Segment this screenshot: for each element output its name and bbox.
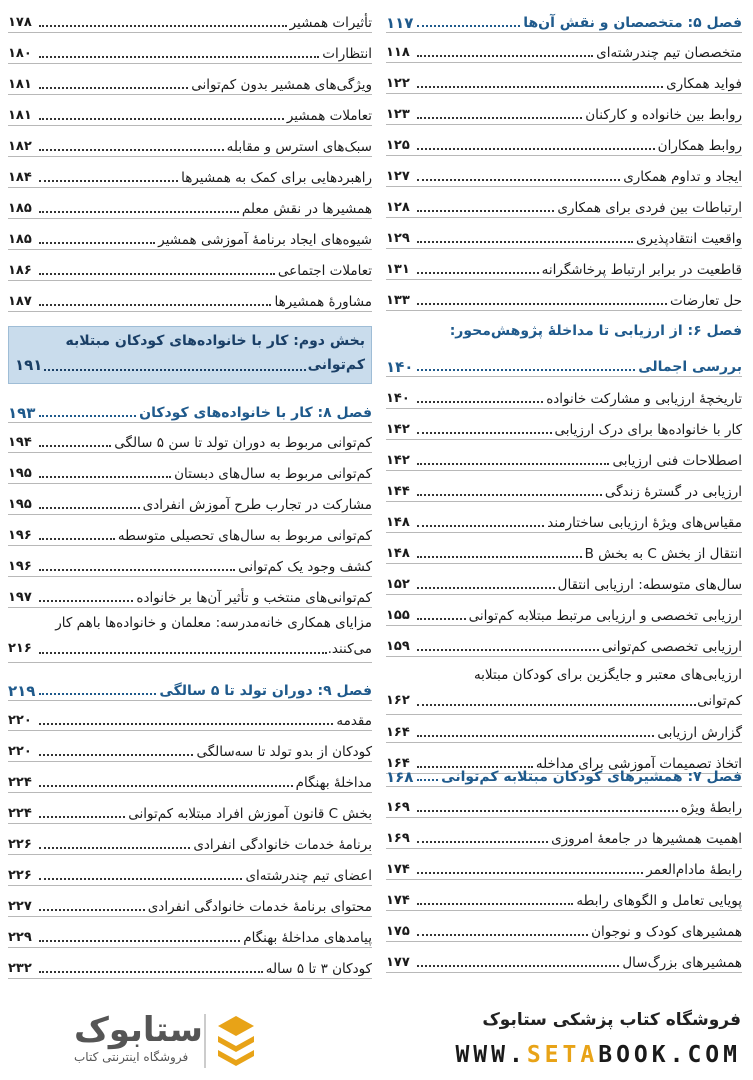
toc-entry — [8, 223, 372, 250]
entry-title: کم‌توانی مربوط به سال‌های تحصیلی متوسطه — [117, 528, 372, 544]
entry-title: کودکان ۳ تا ۵ ساله — [265, 961, 372, 977]
entry-title: ارزیابی تخصصی کم‌توانی — [601, 639, 742, 655]
entry-title: اهمیت همشیرها در جامعهٔ امروزی — [551, 831, 742, 847]
toc-entry-wrapped — [386, 662, 742, 715]
entry-title: محتوای برنامهٔ خدمات خانوادگی انفرادی — [147, 899, 372, 915]
toc-entry — [8, 192, 372, 219]
chapter-5-heading — [386, 6, 742, 33]
entry-page: ۲۲۹ — [8, 930, 32, 945]
entry-page: ۱۲۵ — [386, 138, 410, 153]
entry-page: ۱۳۳ — [386, 293, 410, 308]
entry-page: ۱۸۱ — [8, 77, 32, 92]
entry-title: پویایی تعامل و الگوهای رابطه — [576, 893, 742, 909]
entry-page: ۱۸۵ — [8, 201, 32, 216]
store-footer — [0, 998, 753, 1080]
entry-title: ویژگی‌های همشیر بدون کم‌توانی — [191, 77, 372, 93]
toc-entry — [386, 853, 742, 880]
entry-title: کار با خانواده‌ها برای درک ارزیابی — [554, 422, 742, 438]
entry-page: ۱۲۷ — [386, 169, 410, 184]
entry-title: روابط همکاران — [657, 138, 742, 154]
chapter-page: ۲۱۹ — [8, 682, 36, 700]
entry-title: تأثیرات همشیر — [289, 15, 372, 31]
entry-title: تعاملات اجتماعی — [277, 263, 372, 279]
toc-entry — [386, 537, 742, 564]
toc-entry — [8, 457, 372, 484]
entry-title: کودکان از بدو تولد تا سه‌سالگی — [196, 744, 372, 760]
entry-page: ۱۸۵ — [8, 232, 32, 247]
chapter-page: ۱۹۳ — [8, 404, 36, 422]
entry-title: اتخاذ تصمیمات آموزشی برای مداخله — [535, 756, 742, 772]
entry-page: ۱۶۴ — [386, 756, 410, 771]
toc-entry — [386, 222, 742, 249]
toc-entry — [386, 160, 742, 187]
book-stack-icon — [214, 1012, 258, 1068]
toc-entry — [386, 382, 742, 409]
chapter-title: بررسی اجمالی — [638, 359, 742, 375]
toc-entry — [8, 161, 372, 188]
toc-entry — [386, 98, 742, 125]
toc-entry — [8, 550, 372, 577]
entry-title: انتظارات — [322, 46, 372, 62]
entry-title-line2: می‌کنند. — [327, 641, 372, 657]
toc-entry — [8, 68, 372, 95]
toc-entry — [386, 129, 742, 156]
chapter-page: ۱۶۸ — [386, 768, 414, 786]
toc-entry — [386, 284, 742, 311]
entry-title: کم‌توانی‌های منتخب و تأثیر آن‌ها بر خانواده — [136, 590, 372, 606]
toc-entry — [386, 884, 742, 911]
entry-page: ۱۸۶ — [8, 263, 32, 278]
entry-title: تعاملات همشیر — [286, 108, 372, 124]
entry-title-line1: ارزیابی‌های معتبر و جایگزین برای کودکان مبتلابه — [473, 667, 742, 683]
entry-page: ۱۱۸ — [386, 45, 410, 60]
entry-page: ۱۶۴ — [386, 725, 410, 740]
part-2-banner — [8, 326, 372, 384]
chapter-7-heading — [386, 760, 742, 787]
chapter-9-heading — [8, 674, 372, 701]
entry-title: انتقال از بخش C به بخش B — [584, 546, 742, 562]
entry-page: ۱۸۲ — [8, 139, 32, 154]
chapter-title: فصل ۹: دوران تولد تا ۵ سالگی — [159, 683, 372, 699]
entry-page: ۱۸۴ — [8, 170, 32, 185]
toc-entry — [8, 890, 372, 917]
store-url[interactable] — [455, 1042, 741, 1068]
entry-page: ۱۷۴ — [386, 893, 410, 908]
entry-page: ۱۵۵ — [386, 608, 410, 623]
entry-title: بخش C قانون آموزش افراد مبتلابه کم‌توانی — [128, 806, 372, 822]
entry-title: رابطهٔ مادام‌العمر — [646, 862, 742, 878]
entry-page: ۱۶۲ — [386, 693, 410, 708]
entry-title: مداخلهٔ بهنگام — [295, 775, 372, 791]
setabook-logo — [34, 1008, 264, 1072]
chapter-6-heading-line1: فصل ۶: از ارزیابی تا مداخلهٔ پژوهش‌محور: — [449, 323, 742, 339]
part-title-line2: کم‌توانی — [307, 357, 365, 373]
entry-title: رابطهٔ ویژه — [680, 800, 742, 816]
entry-title-line1: مزایای همکاری خانه‌مدرسه: معلمان و خانواده‌ها باهم کار — [55, 615, 372, 631]
toc-entry — [386, 946, 742, 973]
entry-page: ۱۴۲ — [386, 422, 410, 437]
entry-title: همشیرها در نقش معلم — [241, 201, 372, 217]
chapter-title: فصل ۵: متخصصان و نقش آن‌ها — [523, 15, 742, 31]
entry-title: حل تعارضات — [669, 293, 742, 309]
entry-page: ۱۴۰ — [386, 391, 410, 406]
entry-title: واقعیت انتقادپذیری — [635, 231, 742, 247]
entry-page: ۱۲۸ — [386, 200, 410, 215]
toc-entry — [8, 488, 372, 515]
url-suffix: BOOK.COM — [598, 1042, 741, 1068]
entry-page: ۱۴۸ — [386, 515, 410, 530]
entry-title: مقیاس‌های ویژهٔ ارزیابی ساختارمند — [547, 515, 742, 531]
entry-page: ۱۲۳ — [386, 107, 410, 122]
entry-page: ۱۲۹ — [386, 231, 410, 246]
entry-title: راهبردهایی برای کمک به همشیرها — [181, 170, 372, 186]
toc-entry — [8, 952, 372, 979]
entry-page: ۲۲۶ — [8, 837, 32, 852]
toc-entry — [8, 921, 372, 948]
entry-title: کم‌توانی مربوط به دوران تولد تا سن ۵ سالگی — [114, 435, 372, 451]
store-name: فروشگاه کتاب پزشکی ستابوک — [482, 1010, 741, 1030]
entry-title: ارزیابی تخصصی و ارزیابی مرتبط مبتلابه کم‌توانی — [468, 608, 742, 624]
entry-page: ۱۴۴ — [386, 484, 410, 499]
entry-title: مشاورهٔ همشیرها — [274, 294, 372, 310]
entry-page: ۲۲۴ — [8, 806, 32, 821]
toc-entry — [8, 99, 372, 126]
entry-title: شیوه‌های ایجاد برنامهٔ آموزشی همشیر — [158, 232, 372, 248]
entry-page: ۲۲۴ — [8, 775, 32, 790]
logo-subtitle: فروشگاه اینترنتی کتاب — [74, 1050, 189, 1064]
entry-page: ۲۲۰ — [8, 744, 32, 759]
entry-title: مشارکت در تجارب طرح آموزش انفرادی — [142, 497, 372, 513]
entry-title: ارتباطات بین فردی برای همکاری — [557, 200, 742, 216]
toc-entry — [386, 413, 742, 440]
entry-page: ۱۴۸ — [386, 546, 410, 561]
entry-page: ۲۲۷ — [8, 899, 32, 914]
entry-page: ۱۹۵ — [8, 497, 32, 512]
toc-entry — [8, 766, 372, 793]
entry-page: ۱۵۹ — [386, 639, 410, 654]
entry-title: همشیرهای بزرگ‌سال — [622, 955, 742, 971]
entry-title: تاریخچهٔ ارزیابی و مشارکت خانواده — [546, 391, 742, 407]
toc-entry — [8, 37, 372, 64]
toc-entry — [8, 285, 372, 312]
entry-title-line2: کم‌توانی — [697, 693, 742, 709]
entry-title: فواید همکاری — [666, 76, 742, 92]
entry-title: سبک‌های استرس و مقابله — [226, 139, 372, 155]
toc-entry — [8, 254, 372, 281]
entry-page: ۱۹۷ — [8, 590, 32, 605]
toc-entry-wrapped — [8, 610, 372, 663]
entry-title: همشیرهای کودک و نوجوان — [591, 924, 742, 940]
entry-title: مقدمه — [336, 713, 372, 729]
toc-entry — [8, 426, 372, 453]
entry-page: ۱۹۴ — [8, 435, 32, 450]
entry-title: پیامدهای مداخلهٔ بهنگام — [243, 930, 372, 946]
toc-entry — [386, 444, 742, 471]
entry-page: ۱۸۱ — [8, 108, 32, 123]
toc-entry — [8, 581, 372, 608]
entry-title: ارزیابی در گسترهٔ زندگی — [604, 484, 742, 500]
entry-page: ۱۶۹ — [386, 831, 410, 846]
entry-title: روابط بین خانواده و کارکنان — [585, 107, 742, 123]
toc-entry — [386, 191, 742, 218]
toc-entry — [386, 716, 742, 743]
entry-page: ۲۳۲ — [8, 961, 32, 976]
entry-page: ۱۴۲ — [386, 453, 410, 468]
toc-entry — [8, 130, 372, 157]
logo-wordmark: ستابوک — [74, 1010, 203, 1050]
entry-page: ۱۹۵ — [8, 466, 32, 481]
toc-entry — [8, 704, 372, 731]
url-highlight: SETA — [526, 1042, 599, 1068]
chapter-page: ۱۱۷ — [386, 14, 414, 32]
url-prefix: WWW. — [455, 1042, 527, 1068]
toc-entry — [8, 735, 372, 762]
toc-entry — [386, 36, 742, 63]
toc-entry — [8, 797, 372, 824]
part-title-line1: بخش دوم: کار با خانواده‌های کودکان مبتلابه — [65, 333, 365, 349]
entry-page: ۱۹۶ — [8, 559, 32, 574]
entry-title: متخصصان تیم چندرشته‌ای — [596, 45, 742, 61]
entry-page: ۲۱۶ — [8, 641, 32, 656]
entry-page: ۱۳۱ — [386, 262, 410, 277]
toc-entry — [8, 828, 372, 855]
toc-entry — [386, 822, 742, 849]
toc-entry — [386, 475, 742, 502]
entry-title: سال‌های متوسطه: ارزیابی انتقال — [557, 577, 742, 593]
toc-entry — [386, 253, 742, 280]
entry-page: ۱۷۵ — [386, 924, 410, 939]
toc-entry — [386, 599, 742, 626]
entry-page: ۱۷۷ — [386, 955, 410, 970]
entry-title: کشف وجود یک کم‌توانی — [238, 559, 372, 575]
entry-page: ۲۲۶ — [8, 868, 32, 883]
entry-page: ۱۶۹ — [386, 800, 410, 815]
entry-page: ۱۹۶ — [8, 528, 32, 543]
entry-title: کم‌توانی مربوط به سال‌های دبستان — [174, 466, 372, 482]
entry-title: اصطلاحات فنی ارزیابی — [612, 453, 742, 469]
chapter-title: فصل ۷: همشیرهای کودکان مبتلابه کم‌توانی — [441, 769, 742, 785]
entry-page: ۱۲۲ — [386, 76, 410, 91]
entry-page: ۱۷۸ — [8, 15, 32, 30]
entry-title: برنامهٔ خدمات خانوادگی انفرادی — [193, 837, 372, 853]
entry-title: اعضای تیم چندرشته‌ای — [245, 868, 372, 884]
toc-entry — [8, 859, 372, 886]
chapter-6-heading — [386, 350, 742, 377]
part-page: ۱۹۱ — [15, 356, 43, 374]
entry-page: ۱۸۰ — [8, 46, 32, 61]
toc-entry — [386, 791, 742, 818]
entry-page: ۱۷۴ — [386, 862, 410, 877]
entry-title: ایجاد و تداوم همکاری — [623, 169, 742, 185]
entry-title: قاطعیت در برابر ارتباط پرخاشگرانه — [541, 262, 742, 278]
toc-entry — [386, 568, 742, 595]
toc-entry — [386, 915, 742, 942]
toc-entry — [8, 519, 372, 546]
chapter-page: ۱۴۰ — [386, 358, 414, 376]
entry-page: ۲۲۰ — [8, 713, 32, 728]
chapter-title: فصل ۸: کار با خانواده‌های کودکان — [139, 405, 372, 421]
chapter-8-heading — [8, 396, 372, 423]
toc-entry — [386, 630, 742, 657]
entry-page: ۱۸۷ — [8, 294, 32, 309]
toc-entry — [386, 506, 742, 533]
entry-page: ۱۵۲ — [386, 577, 410, 592]
toc-entry — [386, 67, 742, 94]
entry-title: گزارش ارزیابی — [657, 725, 742, 741]
toc-entry — [8, 6, 372, 33]
